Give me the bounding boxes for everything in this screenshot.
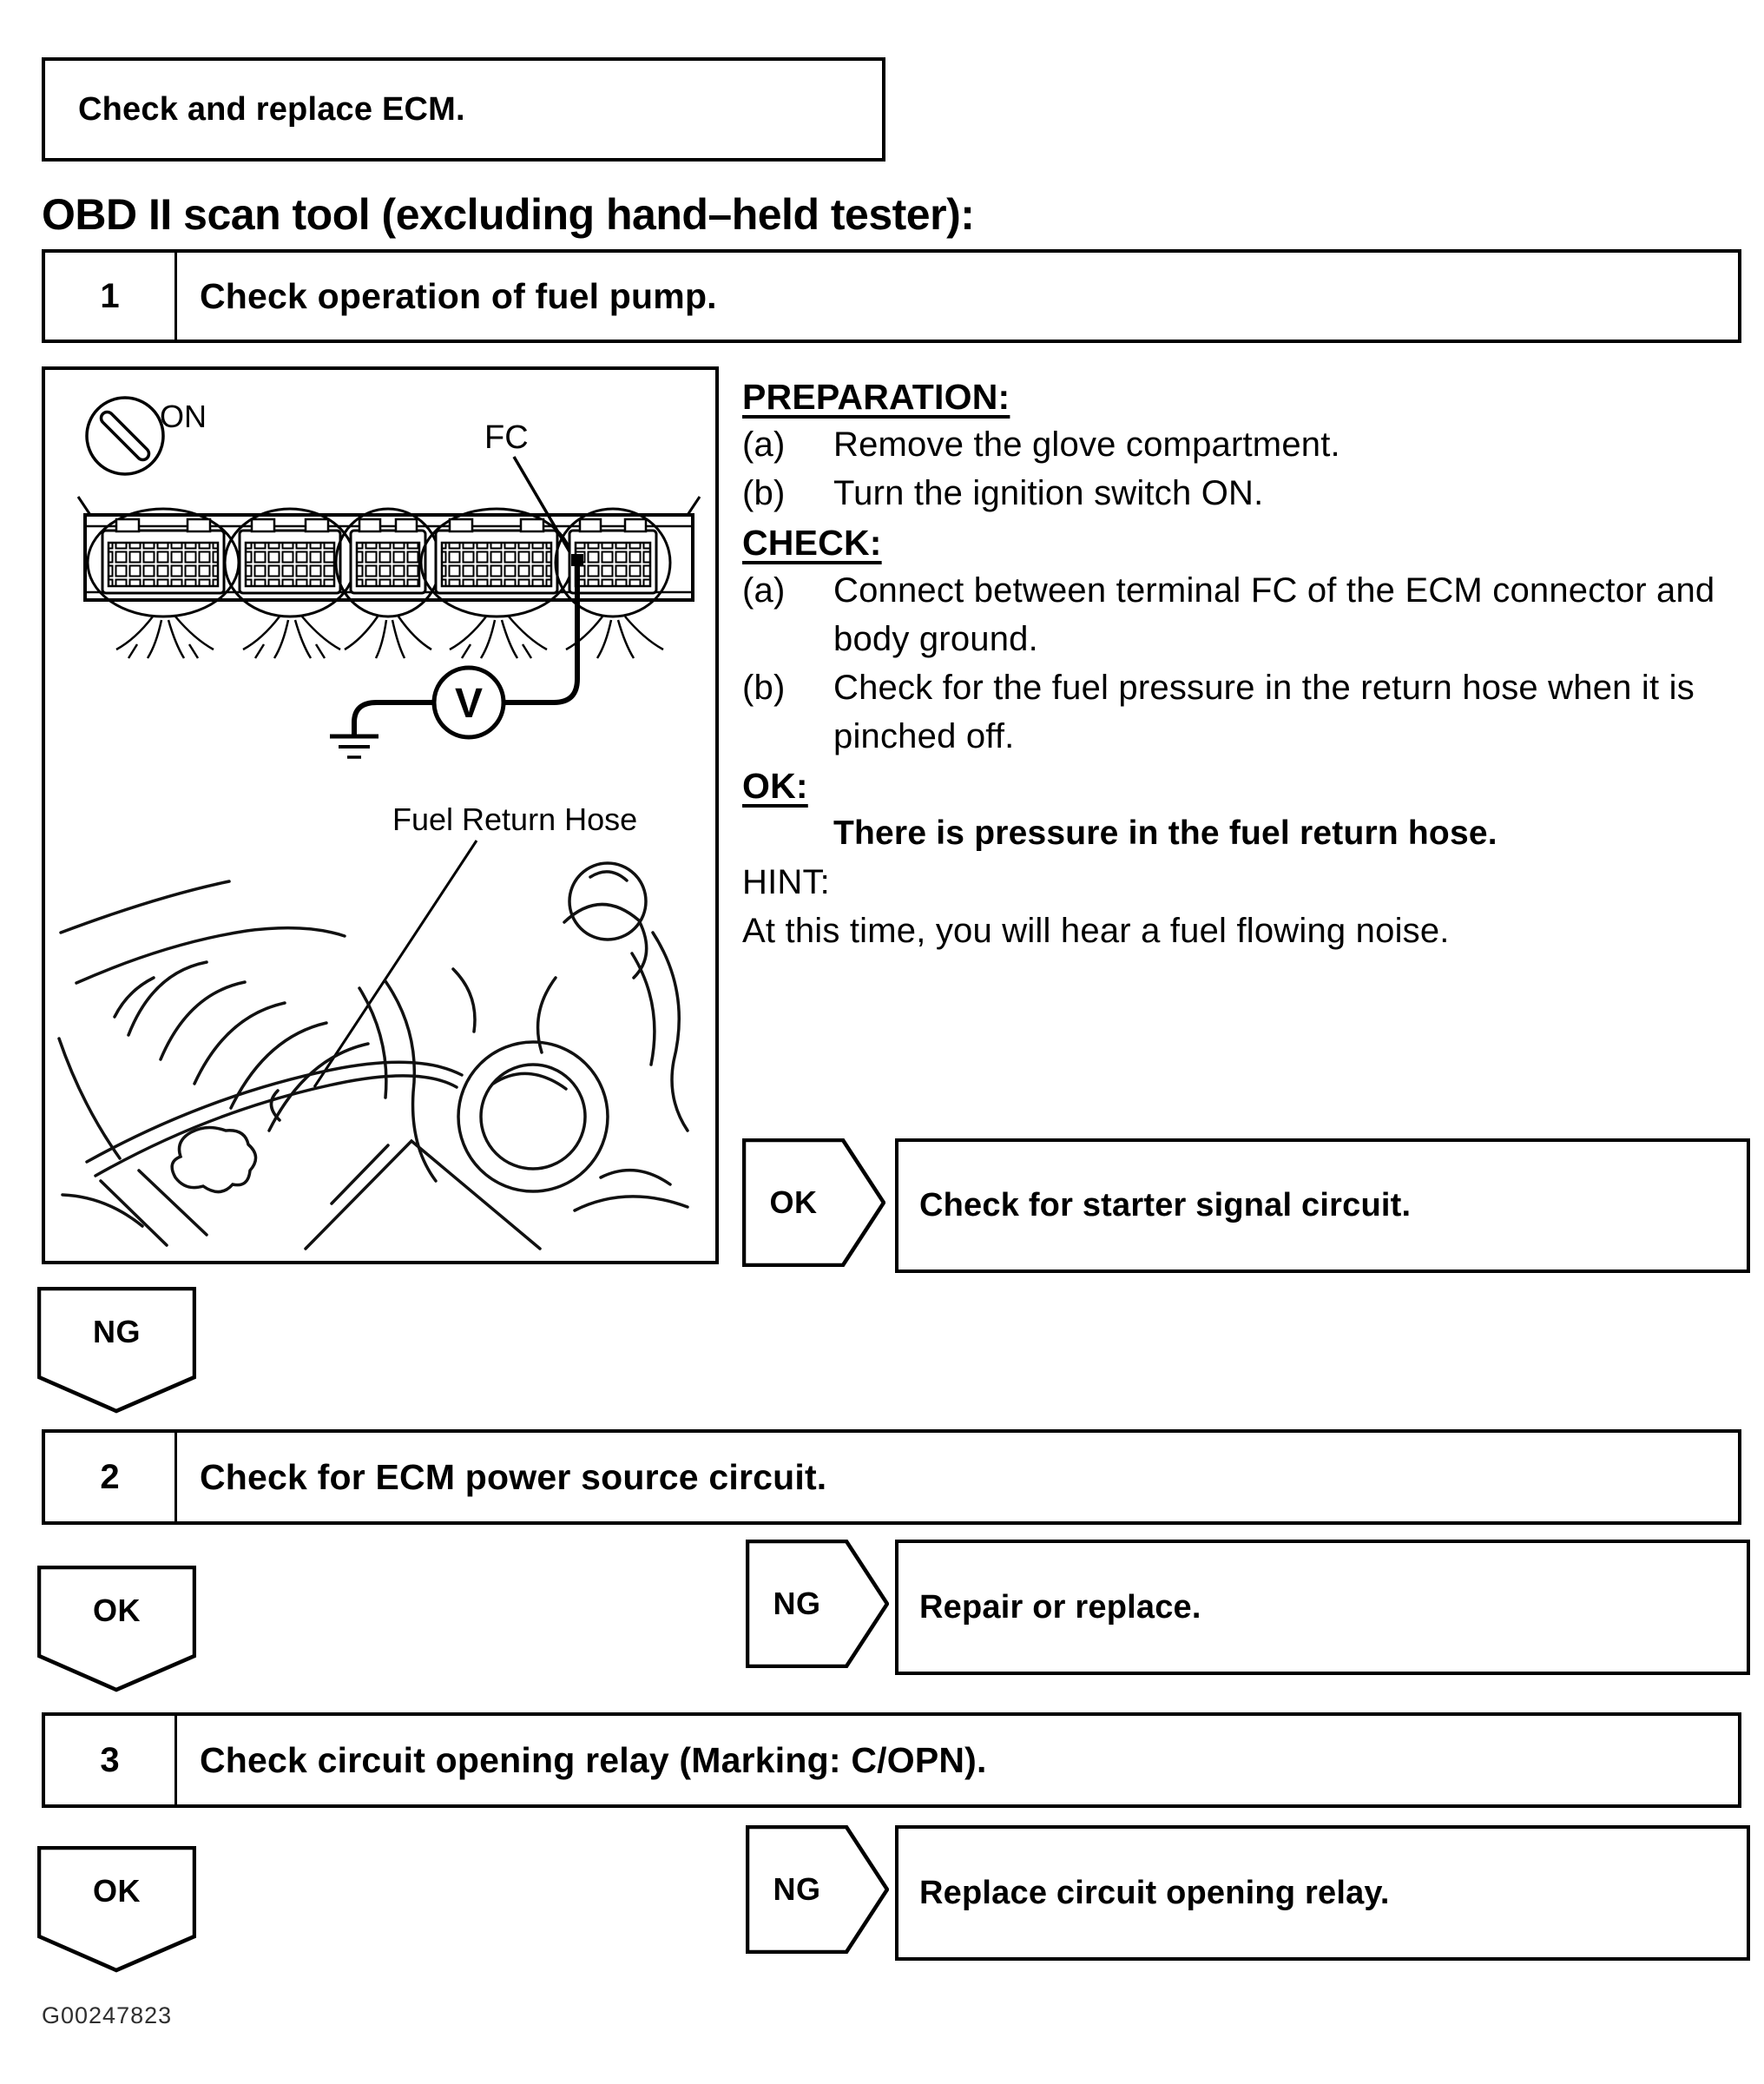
fuel-pump-figure [45, 370, 715, 1261]
item-label: (a) [742, 571, 786, 610]
ignition-key-icon [87, 398, 163, 474]
arrow-label: NG [773, 1871, 821, 1907]
check-heading: CHECK: [742, 523, 882, 563]
ignition-on-label: ON [160, 399, 207, 434]
item-text: Connect between terminal FC of the ECM connector and [833, 571, 1715, 610]
voltmeter-circuit [330, 566, 577, 757]
fc-pin-marker [571, 554, 583, 566]
flow-arrow-ng-right [746, 1825, 889, 1954]
arrow-label: OK [769, 1184, 818, 1220]
item-text: Turn the ignition switch ON. [833, 474, 1264, 512]
step-label: Check operation of fuel pump. [200, 275, 717, 316]
preparation-heading: PREPARATION: [742, 377, 1010, 417]
step-label: Check for ECM power source circuit. [200, 1456, 827, 1497]
voltmeter-label: V [454, 681, 484, 727]
ecm-connector-blocks [88, 509, 670, 658]
item-text: Remove the glove compartment. [833, 425, 1340, 464]
arrow-label: NG [93, 1314, 141, 1349]
flow-arrow-ng-down [37, 1287, 196, 1414]
step-row-3 [42, 1712, 1741, 1808]
flow-arrow-ok-down [37, 1846, 196, 1973]
arrow-label: OK [93, 1593, 141, 1628]
engine-bay-sketch [59, 863, 688, 1249]
instruction-column [742, 377, 1754, 960]
step-number: 3 [45, 1716, 177, 1804]
result-box-text: Check for starter signal circuit. [919, 1187, 1412, 1223]
result-box-text: Replace circuit opening relay. [919, 1874, 1390, 1911]
fc-terminal-label: FC [484, 419, 529, 456]
flow-arrow-ok-right [742, 1138, 885, 1267]
figure-code: G00247823 [42, 2002, 173, 2028]
ok-heading: OK: [742, 766, 808, 806]
result-box-starter-signal [895, 1138, 1750, 1273]
result-box-text: Check and replace ECM. [78, 90, 465, 128]
arrow-label: OK [93, 1873, 141, 1909]
step-number: 1 [45, 253, 177, 340]
hint-heading: HINT: [742, 863, 830, 901]
step-label: Check circuit opening relay (Marking: C/OPN). [200, 1739, 987, 1780]
step-number: 2 [45, 1433, 177, 1521]
section-heading: OBD II scan tool (excluding hand–held tester): [42, 190, 975, 239]
item-text: Check for the fuel pressure in the return hose when it is [833, 669, 1695, 707]
step-row-2 [42, 1429, 1741, 1525]
step-row-1 [42, 249, 1741, 343]
item-label: (b) [742, 474, 786, 512]
arrow-label: NG [773, 1586, 821, 1621]
fuel-return-hose-label: Fuel Return Hose [392, 801, 638, 837]
hose-leader-line [314, 841, 477, 1087]
flow-arrow-ok-down [37, 1566, 196, 1692]
item-label: (a) [742, 425, 786, 464]
result-box-replace-relay [895, 1825, 1750, 1961]
result-box-check-replace-ecm [42, 57, 885, 162]
figure-box [42, 366, 719, 1264]
item-text: pinched off. [833, 717, 1015, 755]
result-box-repair-replace [895, 1540, 1750, 1675]
hint-text: At this time, you will hear a fuel flowing noise. [742, 912, 1450, 950]
flow-arrow-ng-right [746, 1540, 889, 1668]
item-text: body ground. [833, 620, 1038, 658]
ok-condition-text: There is pressure in the fuel return hose. [833, 814, 1497, 852]
item-label: (b) [742, 669, 786, 707]
result-box-text: Repair or replace. [919, 1588, 1201, 1626]
